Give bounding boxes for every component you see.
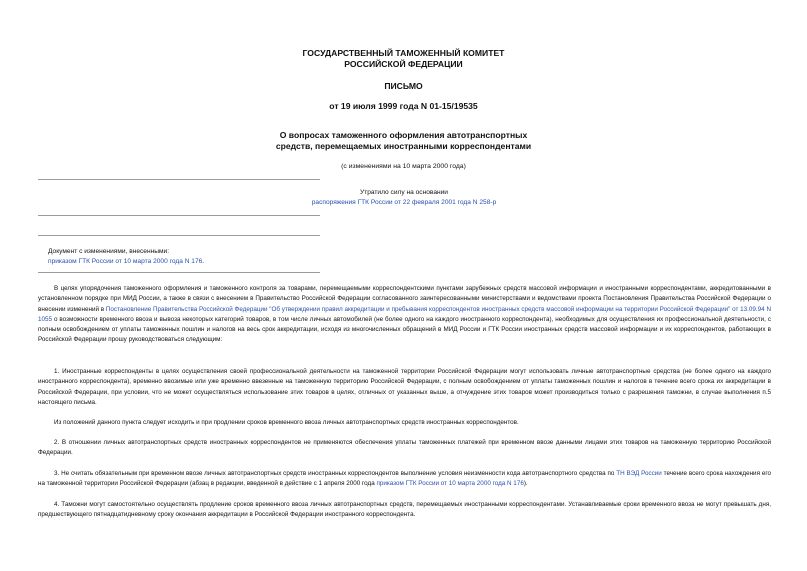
paragraph-4: 4. Таможни могут самостоятельно осуществлять продление сроков временного ввоза личных автотранспортных средств, перемещаемых иностранными корреспондентами. Устанавливаемые сроки временного ввоза не могут превышать дня, предшествующего пятнадцатидневному сроку окончания аккредитации в Российской Федерации иностранного корреспондента. bbox=[38, 501, 771, 519]
body-paragraph-2 bbox=[38, 438, 771, 459]
paragraph-1b: Из положений данного пункта следует исходить и при продлении сроков временного ввоза личных автотранспортных средств иностранных корреспондентов. bbox=[54, 419, 519, 426]
issuer-name-line2: РОССИЙСКОЙ ФЕДЕРАЦИИ bbox=[344, 59, 463, 69]
issuer-name-line1: ГОСУДАРСТВЕННЫЙ ТАМОЖЕННЫЙ КОМИТЕТ bbox=[302, 48, 505, 58]
changes-line bbox=[48, 257, 348, 267]
order-176-link[interactable]: приказом ГТК России от 10 марта 2000 года N 176 bbox=[376, 480, 524, 488]
lost-force-note bbox=[290, 188, 518, 208]
document-title-line1: О вопросах таможенного оформления автотранспортных bbox=[279, 130, 528, 140]
body-paragraph-4 bbox=[38, 500, 771, 521]
body-paragraph-3 bbox=[38, 469, 771, 490]
paragraph-intro bbox=[38, 284, 771, 346]
tn-ved-link[interactable]: ТН ВЭД России bbox=[616, 470, 662, 477]
body-paragraph-1 bbox=[38, 367, 771, 408]
lost-force-link[interactable]: распоряжения ГТК России от 22 февраля 2001 года N 258-р bbox=[311, 199, 497, 206]
paragraph-text: 3. Не считать обязательным при временном ввозе личных автотранспортных средств иностранных корреспондентов выполнение условия неизменности кода автотранспортного средства по bbox=[54, 470, 617, 477]
lost-force-text: Утратило силу на основании bbox=[360, 189, 448, 196]
document-date-number: от 19 июля 1999 года N 01-15/19535 bbox=[329, 101, 478, 111]
divider bbox=[38, 272, 320, 273]
paragraph-3 bbox=[38, 469, 771, 490]
paragraph-text: ). bbox=[523, 480, 528, 488]
changes-note bbox=[48, 247, 348, 267]
divider bbox=[38, 179, 320, 180]
paragraph-text: о возможности временного ввоза и вывоза некоторых категорий товаров, в том числе личных автомобилей (не более одного на каждого иностранного корреспондента), необходимых для осуществления их профессиональной деятельности, с полным освобождением от уплаты таможенных пошлин и налогов на весь срок аккредитации, исходя из многочисленных обращений в МИД России и ГТК России иностранных средств массовой информации и их корреспондентов, работающих в Российской Федерации прошу руководствоваться следующим: bbox=[38, 315, 771, 344]
document-type: ПИСЬМО bbox=[384, 81, 423, 91]
paragraph-2: 2. В отношении личных автотранспортных средств иностранных корреспондентов не применяются обеспечения уплаты таможенных платежей при временном ввозе данными лицами этих товаров на таможенную территорию Российской Федерации. bbox=[38, 439, 771, 457]
changes-order-link[interactable]: приказом ГТК России от 10 марта 2000 года N 176 bbox=[48, 258, 203, 265]
paragraph-text: течение всего срока нахождения его на таможенной территории Российской Федерации (абзац в редакции, введенной в действие с 1 апреля 2000 года bbox=[38, 470, 771, 488]
government-decree-link[interactable]: Постановление Правительства Российской Федерации "Об утверждении правил аккредитации и пребывания корреспондентов иностранных средств массовой информации на территории Российской Федерации" от 13.09.94 N 1055 bbox=[38, 305, 771, 323]
changes-tail: . bbox=[202, 258, 205, 265]
document-title-line2: средств, перемещаемых иностранными корреспондентами bbox=[275, 141, 532, 151]
body-paragraph-intro bbox=[38, 284, 771, 346]
amendments-note: (с изменениями на 10 марта 2000 года) bbox=[341, 163, 466, 170]
divider bbox=[38, 215, 320, 216]
changes-intro: Документ с изменениями, внесенными: bbox=[48, 248, 170, 255]
paragraph-text: В целях упорядочения таможенного оформления и таможенного контроля за товарами, перемещаемыми корреспондентскими пунктами зарубежных средств массовой информации и иностранными корреспондентами, аккредитованными в установленном порядке при МИД России, а также в связи с внесением в Правительство Российской Федерации согласованного заинтересованными министерствами и ведомствами проекта Постановления Правительства Российской Федерации о внесении изменений в bbox=[38, 285, 771, 313]
divider bbox=[38, 235, 320, 236]
paragraph-1: 1. Иностранные корреспонденты в целях осуществления своей профессиональной деятельности на таможенной территории Российской Федерации могут использовать личные автотранспортные средства (не более одного на каждого иностранного корреспондента), временно ввозимые или уже временно ввезенные на таможенную территорию Российской Федерации, с полным освобождением от уплаты таможенных пошлин и налогов в течение всего срока их аккредитации в Российской Федерации, при условии, что не может осуществляться использование этих товаров в целях, отличных от указанных выше, а отчуждение этих товаров может производиться только с разрешения таможни, в случае выполнения п.5 настоящего письма. bbox=[38, 368, 771, 406]
body-paragraph-1b bbox=[38, 418, 771, 428]
